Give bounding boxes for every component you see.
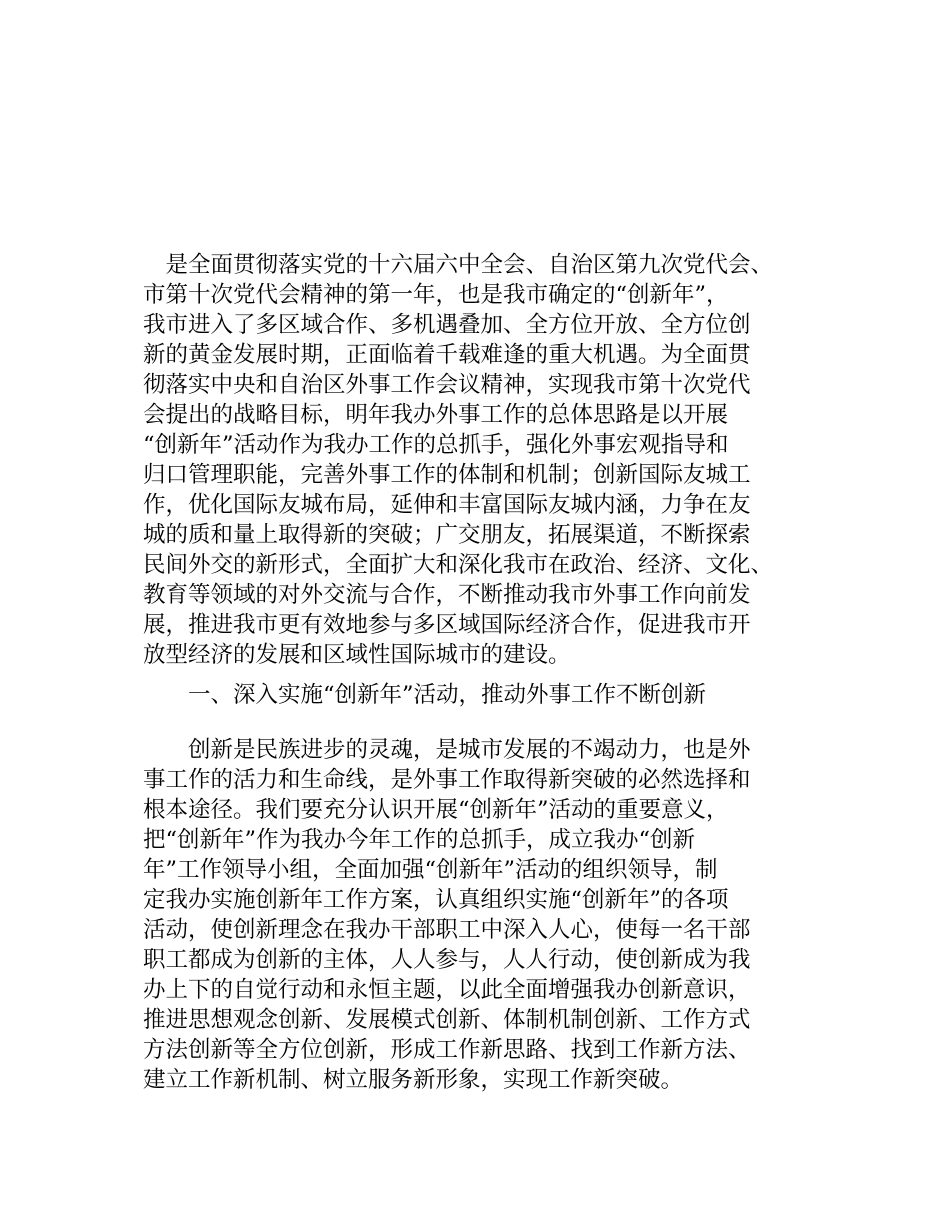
paragraph-line: 新的黄金发展时期，正面临着千载难逢的重大机遇。为全面贯 [143, 342, 751, 368]
paragraph-line: 是全面贯彻落实党的十六届六中全会、自治区第九次党代会、 [143, 252, 774, 278]
body-paragraph-1 [143, 250, 843, 670]
paragraph-line: 创新是民族进步的灵魂，是城市发展的不竭动力，也是外 [143, 737, 751, 763]
section-heading-1 [143, 680, 843, 710]
paragraph-line: 年”工作领导小组，全面加强“创新年”活动的组织领导，制 [143, 857, 718, 883]
paragraph-line: 彻落实中央和自治区外事工作会议精神，实现我市第十次党代 [143, 372, 751, 398]
paragraph-line: 方法创新等全方位创新，形成工作新思路、找到工作新方法、 [143, 1037, 751, 1063]
paragraph-line: 根本途径。我们要充分认识开展“创新年”活动的重要意义， [143, 797, 729, 823]
paragraph-line: 城的质和量上取得新的突破；广交朋友，拓展渠道，不断探索 [143, 522, 751, 548]
paragraph-line: 市第十次党代会精神的第一年，也是我市确定的“创新年”， [143, 282, 729, 308]
paragraph-line: 事工作的活力和生命线，是外事工作取得新突破的必然选择和 [143, 767, 751, 793]
paragraph-line: 会提出的战略目标，明年我办外事工作的总体思路是以开展 [143, 402, 729, 428]
paragraph-line: 我市进入了多区域合作、多机遇叠加、全方位开放、全方位创 [143, 312, 751, 338]
paragraph-line: 活动，使创新理念在我办干部职工中深入人心，使每一名干部 [143, 917, 751, 943]
paragraph-line: 职工都成为创新的主体，人人参与，人人行动，使创新成为我 [143, 947, 751, 973]
paragraph-line: 办上下的自觉行动和永恒主题，以此全面增强我办创新意识， [143, 977, 751, 1003]
body-paragraph-2 [143, 735, 843, 1095]
paragraph-line: 放型经济的发展和区域性国际城市的建设。 [143, 642, 571, 668]
paragraph-line: 民间外交的新形式，全面扩大和深化我市在政治、经济、文化、 [143, 552, 774, 578]
paragraph-line: 推进思想观念创新、发展模式创新、体制机制创新、工作方式 [143, 1007, 751, 1033]
paragraph-line: 把“创新年”作为我办今年工作的总抓手，成立我办“创新 [143, 827, 696, 853]
paragraph-line: 定我办实施创新年工作方案，认真组织实施“创新年”的各项 [143, 887, 729, 913]
paragraph-line: 展，推进我市更有效地参与多区域国际经济合作，促进我市开 [143, 612, 751, 638]
section-heading-text: 一、深入实施“创新年”活动，推动外事工作不断创新 [143, 682, 707, 708]
paragraph-line: 教育等领域的对外交流与合作，不断推动我市外事工作向前发 [143, 582, 751, 608]
paragraph-line: 建立工作新机制、树立服务新形象，实现工作新突破。 [143, 1067, 684, 1093]
paragraph-line: “创新年”活动作为我办工作的总抓手，强化外事宏观指导和 [143, 432, 729, 458]
paragraph-line: 归口管理职能，完善外事工作的体制和机制；创新国际友城工 [143, 462, 751, 488]
paragraph-line: 作，优化国际友城布局，延伸和丰富国际友城内涵，力争在友 [143, 492, 751, 518]
